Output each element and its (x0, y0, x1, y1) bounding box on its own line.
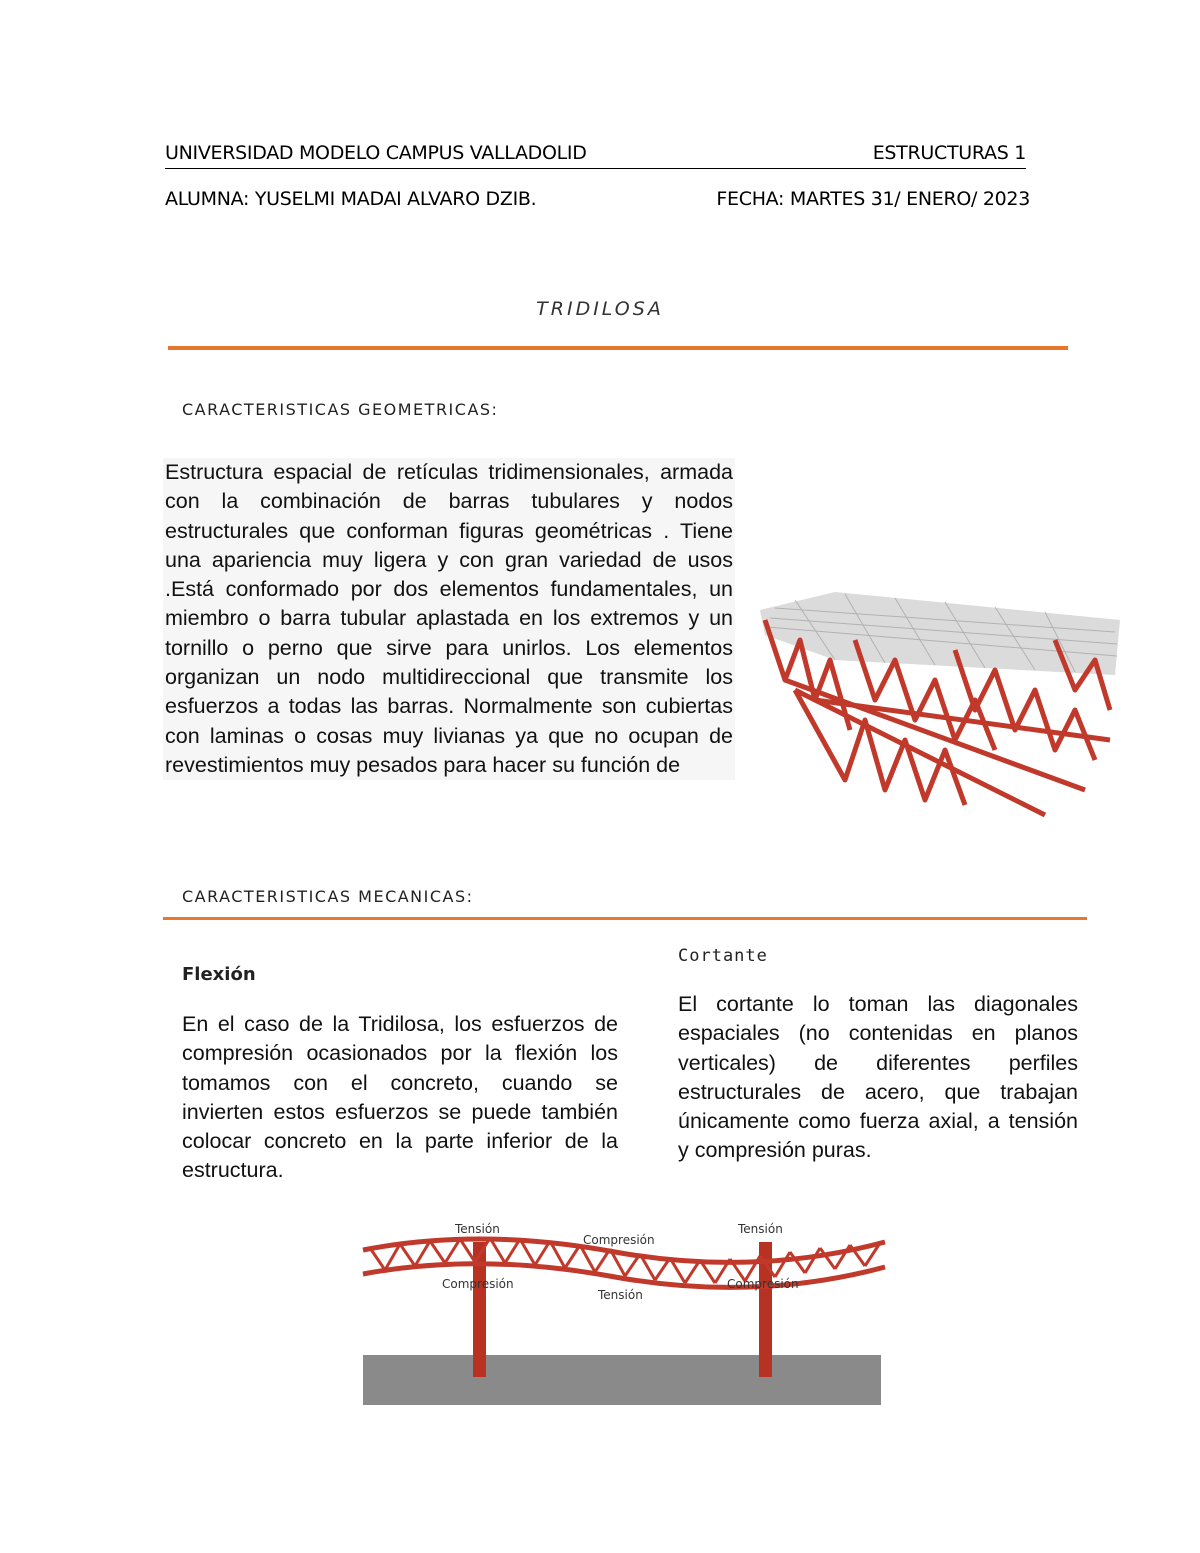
label-tension-mid-bottom: Tensión (598, 1288, 643, 1302)
flexion-paragraph: En el caso de la Tridilosa, los esfuerzos de compresión ocasionados por la flexión los tomamos con el concreto, cuando se invierten estos esfuerzos se puede también colocar concreto en la parte inferior de la estructura. (182, 1012, 618, 1183)
label-compression-mid-top: Compresión (583, 1233, 655, 1247)
label-compression-left-bottom: Compresión (442, 1277, 514, 1291)
page-title: TRIDILOSA (536, 298, 664, 320)
title-divider (168, 346, 1068, 350)
bending-diagram (355, 1212, 890, 1412)
header-row-2 (165, 188, 1030, 214)
university-name: UNIVERSIDAD MODELO CAMPUS VALLADOLID (165, 142, 587, 164)
header-row-1 (165, 142, 1026, 169)
document-date: FECHA: MARTES 31/ ENERO/ 2023 (716, 188, 1030, 210)
flexion-title: Flexión (182, 964, 256, 985)
geometric-heading: CARACTERISTICAS GEOMETRICAS: (182, 400, 499, 419)
tridilosa-3d-image (755, 580, 1125, 820)
cortante-paragraph: El cortante lo toman las diagonales espaciales (no contenidas en planos verticales) de diferentes perfiles estructurales de acero, que trabajan únicamente como fuerza axial, a tensión y compresión puras. (678, 992, 1078, 1163)
course-name: ESTRUCTURAS 1 (872, 142, 1026, 164)
mechanical-heading: CARACTERISTICAS MECANICAS: (182, 887, 474, 906)
label-tension-right-top: Tensión (738, 1222, 783, 1236)
label-tension-left-top: Tensión (455, 1222, 500, 1236)
mechanical-divider (163, 917, 1087, 920)
student-name: ALUMNA: YUSELMI MADAI ALVARO DZIB. (165, 188, 537, 210)
cortante-title: Cortante (678, 946, 768, 966)
ground-slab (363, 1355, 881, 1405)
label-compression-right-bottom: Compresión (727, 1277, 799, 1291)
geometric-paragraph: Estructura espacial de retículas tridimensionales, armada con la combinación de barras tubulares y nodos estructurales que conforman figuras geométricas . Tiene una apariencia muy ligera y con gran variedad de usos .Está conformado por dos elementos fundamentales, un miembro o barra tubular aplastada en los extremos y un tornillo o perno que sirve para unirlos. Los elementos organizan un nodo multidireccional que transmite los esfuerzos a todas las barras. Normalmente son cubiertas con laminas o cosas muy livianas ya que no ocupan de revestimientos muy pesados para hacer su función de (163, 458, 735, 780)
